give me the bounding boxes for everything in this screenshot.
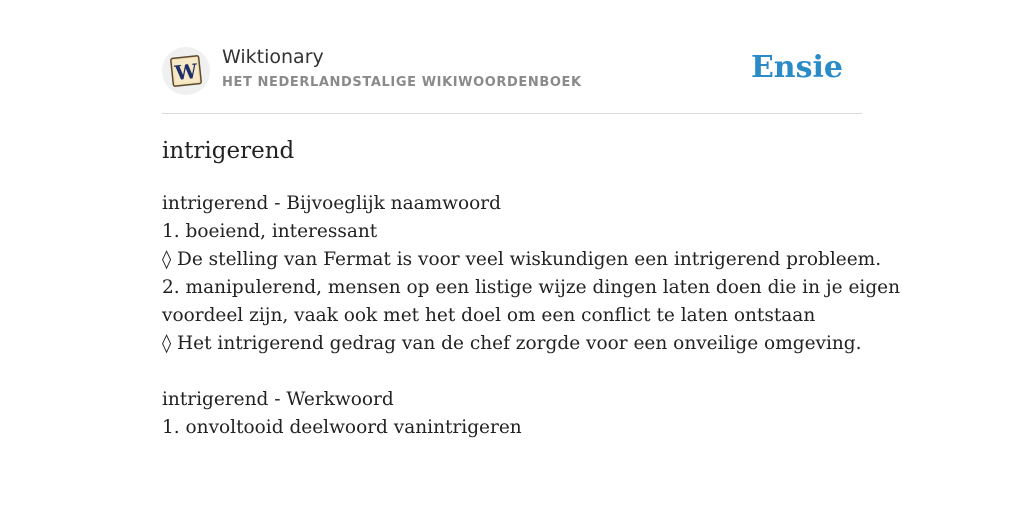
entry-content (162, 190, 901, 442)
site-name[interactable]: Wiktionary (222, 46, 324, 68)
header-divider (162, 113, 862, 114)
section-heading: intrigerend - Werkwoord (162, 389, 394, 410)
site-header (162, 44, 862, 100)
svg-text:W: W (173, 58, 199, 86)
definition-line: voordeel zijn, vaak ook met het doel om een conflict te laten ontstaan (162, 305, 816, 326)
example-line: ◊ De stelling van Fermat is voor veel wiskundigen een intrigerend probleem. (162, 249, 882, 270)
definition-line: 1. boeiend, interessant (162, 221, 378, 242)
site-tagline: HET NEDERLANDSTALIGE WIKIWOORDENBOEK (222, 75, 582, 90)
entry-section (162, 386, 862, 442)
wiktionary-tile-icon (162, 47, 210, 95)
definition-line: 1. onvoltooid deelwoord vanintrigeren (162, 417, 522, 438)
section-spacer (162, 358, 862, 386)
example-line: ◊ Het intrigerend gedrag van de chef zorgde voor een onveilige omgeving. (162, 333, 862, 354)
ensie-brand-logo[interactable]: Ensie (750, 50, 843, 85)
section-heading: intrigerend - Bijvoeglijk naamwoord (162, 193, 501, 214)
entry-title: intrigerend (162, 138, 295, 164)
entry-section (162, 190, 901, 358)
wiktionary-logo-icon[interactable] (162, 47, 210, 95)
definition-line: 2. manipulerend, mensen op een listige wijze dingen laten doen die in je eigen (162, 277, 901, 298)
